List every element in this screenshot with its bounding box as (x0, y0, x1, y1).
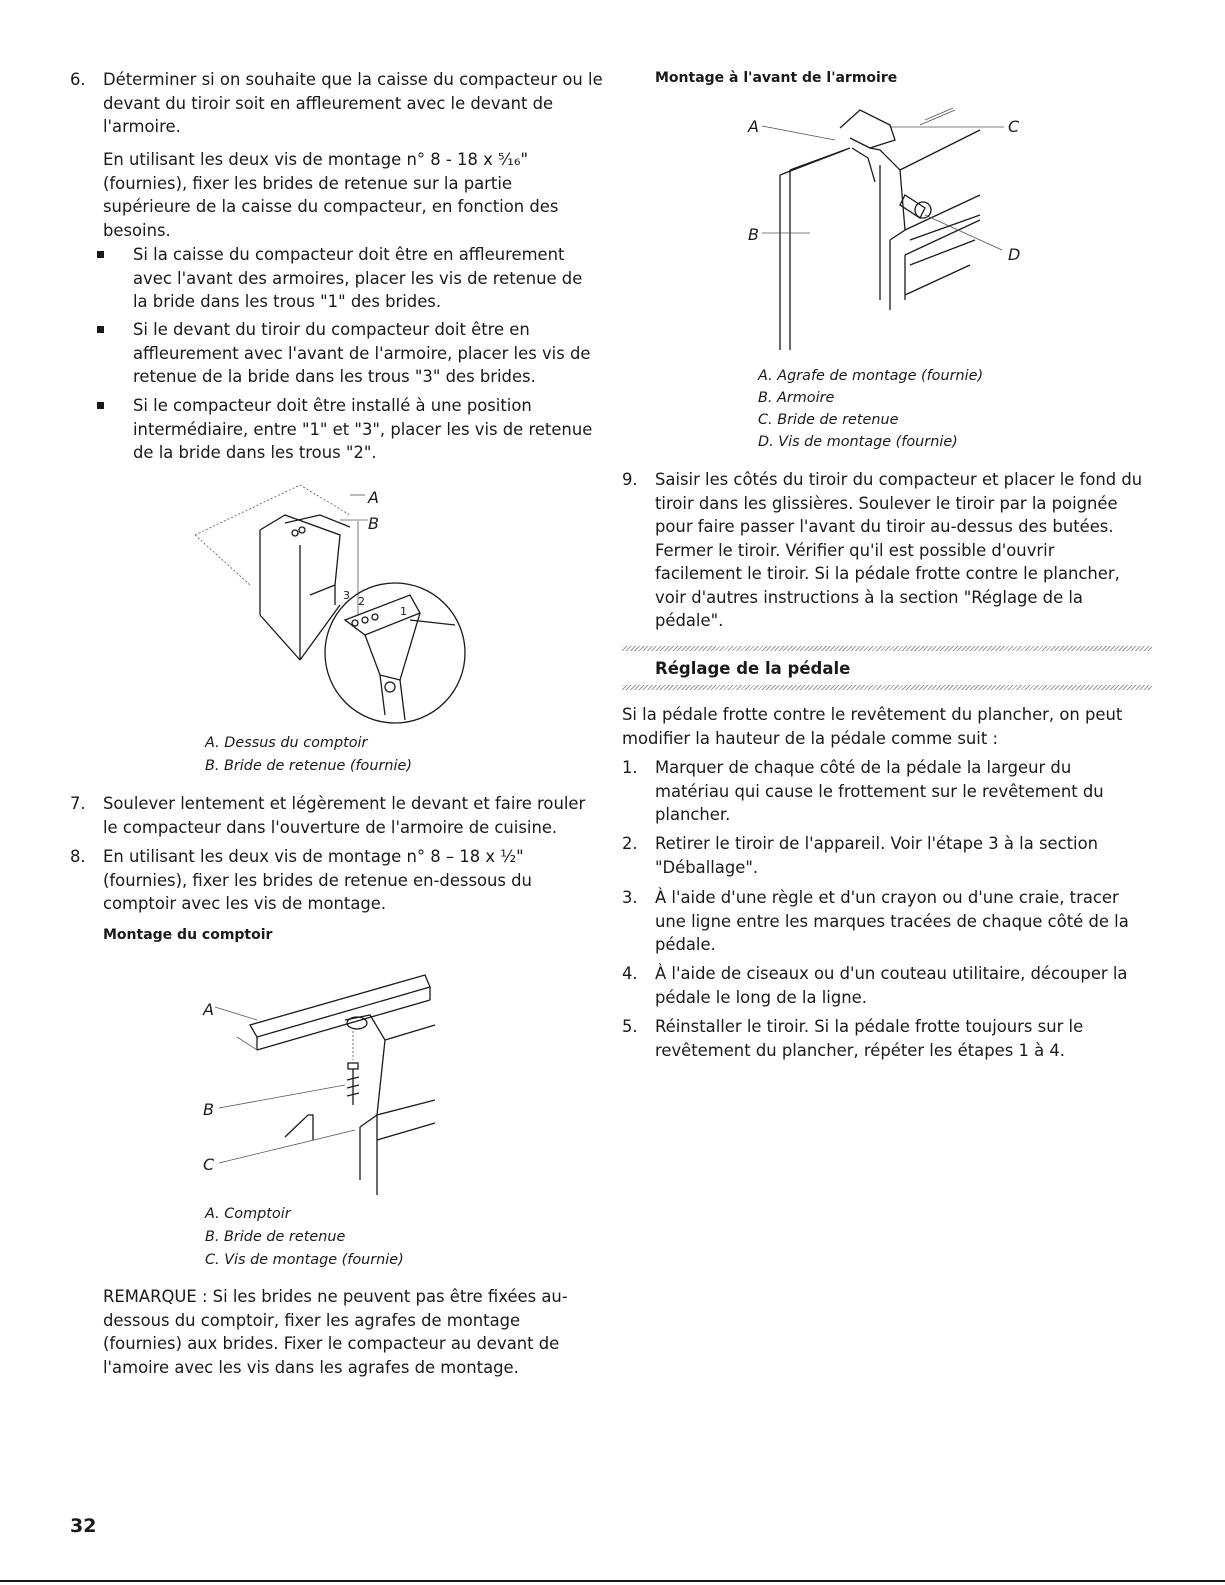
hole-label-3: 3 (343, 589, 350, 602)
step-text: Déterminer si on souhaite que la caisse du compacteur ou le devant du tiroir soit en affleurement avec le devant de l'armoire. (103, 70, 603, 136)
step-number: 7. (70, 794, 86, 813)
step-text: Réinstaller le tiroir. Si la pédale frotte toujours sur le revêtement du plancher, répéter les étapes 1 à 4. (655, 1017, 1084, 1060)
figure-title: Montage du comptoir (103, 927, 273, 943)
step-text: Retirer le tiroir de l'appareil. Voir l'étape 3 à la section "Déballage". (655, 834, 1099, 877)
figure-caption: C. Vis de montage (fournie) (205, 1252, 404, 1268)
step-number: 2. (622, 834, 638, 853)
figure-caption: B. Bride de retenue (fournie) (205, 758, 412, 774)
hole-label-1: 1 (400, 605, 407, 618)
step-text: À l'aide de ciseaux ou d'un couteau utilitaire, découper la pédale le long de la ligne. (655, 964, 1128, 1007)
figure-label-d: D (1008, 245, 1021, 264)
figure-caption: B. Armoire (758, 390, 835, 406)
figure-caption: C. Bride de retenue (758, 412, 899, 428)
step-text: En utilisant les deux vis de montage n° 8 – 18 x ½" (fournies), fixer les brides de retenue en-dessous du comptoir avec les vis de montage. (103, 847, 532, 913)
hole-label-2: 2 (358, 595, 365, 608)
figure-label-c: C (1008, 117, 1020, 136)
bullet-square-icon (97, 251, 104, 258)
figure-caption: A. Agrafe de montage (fournie) (758, 368, 984, 384)
step-number: 1. (622, 758, 638, 777)
bullet-text: Si le devant du tiroir du compacteur doit être en affleurement avec l'avant de l'armoire, placer les vis de retenue de la bride dans les trous "3" des brides. (133, 320, 591, 386)
section-divider (622, 685, 1152, 690)
step-number: 5. (622, 1017, 638, 1036)
figure-retaining-bracket (190, 475, 490, 735)
note-remark: REMARQUE : Si les brides ne peuvent pas être fixées au-dessous du comptoir, fixer les agrafes de montage (fournies) aux brides. Fixer le compacteur au devant de l'amoire avec les vis dans les agrafes de montage. (103, 1287, 568, 1377)
figure-title: Montage à l'avant de l'armoire (655, 70, 898, 86)
bullet-square-icon (97, 326, 104, 333)
figure-label-c: C (203, 1155, 215, 1174)
bullet-text: Si le compacteur doit être installé à une position intermédiaire, entre "1" et "3", placer les vis de retenue de la bride dans les trous "2". (133, 396, 593, 462)
step-number: 6. (70, 70, 86, 89)
figure-caption: D. Vis de montage (fournie) (758, 434, 958, 450)
figure-caption: A. Dessus du comptoir (205, 735, 368, 751)
step-text: À l'aide d'une règle et d'un crayon ou d'une craie, tracer une ligne entre les marques tracées de chaque côté de la pédale. (655, 888, 1129, 954)
figure-cabinet-front-mounting (740, 100, 1040, 350)
figure-label-a: A (203, 1000, 214, 1019)
bullet-text: Si la caisse du compacteur doit être en affleurement avec l'avant des armoires, placer les vis de retenue de la bride dans les trous "1" des brides. (133, 245, 583, 311)
figure-label-a: A (368, 488, 379, 507)
page-number: 32 (70, 1515, 97, 1537)
figure-caption: B. Bride de retenue (205, 1229, 346, 1245)
figure-caption: A. Comptoir (205, 1206, 291, 1222)
section-intro: Si la pédale frotte contre le revêtement du plancher, on peut modifier la hauteur de la pédale comme suit : (622, 705, 1123, 748)
figure-label-a: A (748, 117, 759, 136)
figure-label-b: B (748, 225, 759, 244)
step-number: 8. (70, 847, 86, 866)
bullet-square-icon (97, 402, 104, 409)
page-bottom-rule (0, 1580, 1225, 1582)
step-text: Soulever lentement et légèrement le devant et faire rouler le compacteur dans l'ouverture de l'armoire de cuisine. (103, 794, 586, 837)
step-number: 9. (622, 470, 638, 489)
step-number: 4. (622, 964, 638, 983)
step-text: Saisir les côtés du tiroir du compacteur et placer le fond du tiroir dans les glissières. Soulever le tiroir par la poignée pour faire passer l'avant du tiroir au-dessus des butées. Fermer le tiroir. Vérifier qu'il est possible d'ouvrir facilement le tiroir. Si la pédale frotte contre le plancher, voir d'autres instructions à la section "Réglage de la pédale". (655, 470, 1143, 630)
step-number: 3. (622, 888, 638, 907)
section-title: Réglage de la pédale (655, 659, 851, 678)
figure-label-b: B (368, 514, 379, 533)
step-6-paragraph: En utilisant les deux vis de montage n° 8 - 18 x ⁵⁄₁₆" (fournies), fixer les brides de retenue sur la partie supérieure de la caisse du compacteur, en fonction des besoins. (103, 150, 559, 240)
figure-countertop-mounting (195, 965, 465, 1205)
figure-label-b: B (203, 1100, 214, 1119)
step-text: Marquer de chaque côté de la pédale la largeur du matériau qui cause le frottement sur le revêtement du plancher. (655, 758, 1104, 824)
section-divider (622, 646, 1152, 651)
